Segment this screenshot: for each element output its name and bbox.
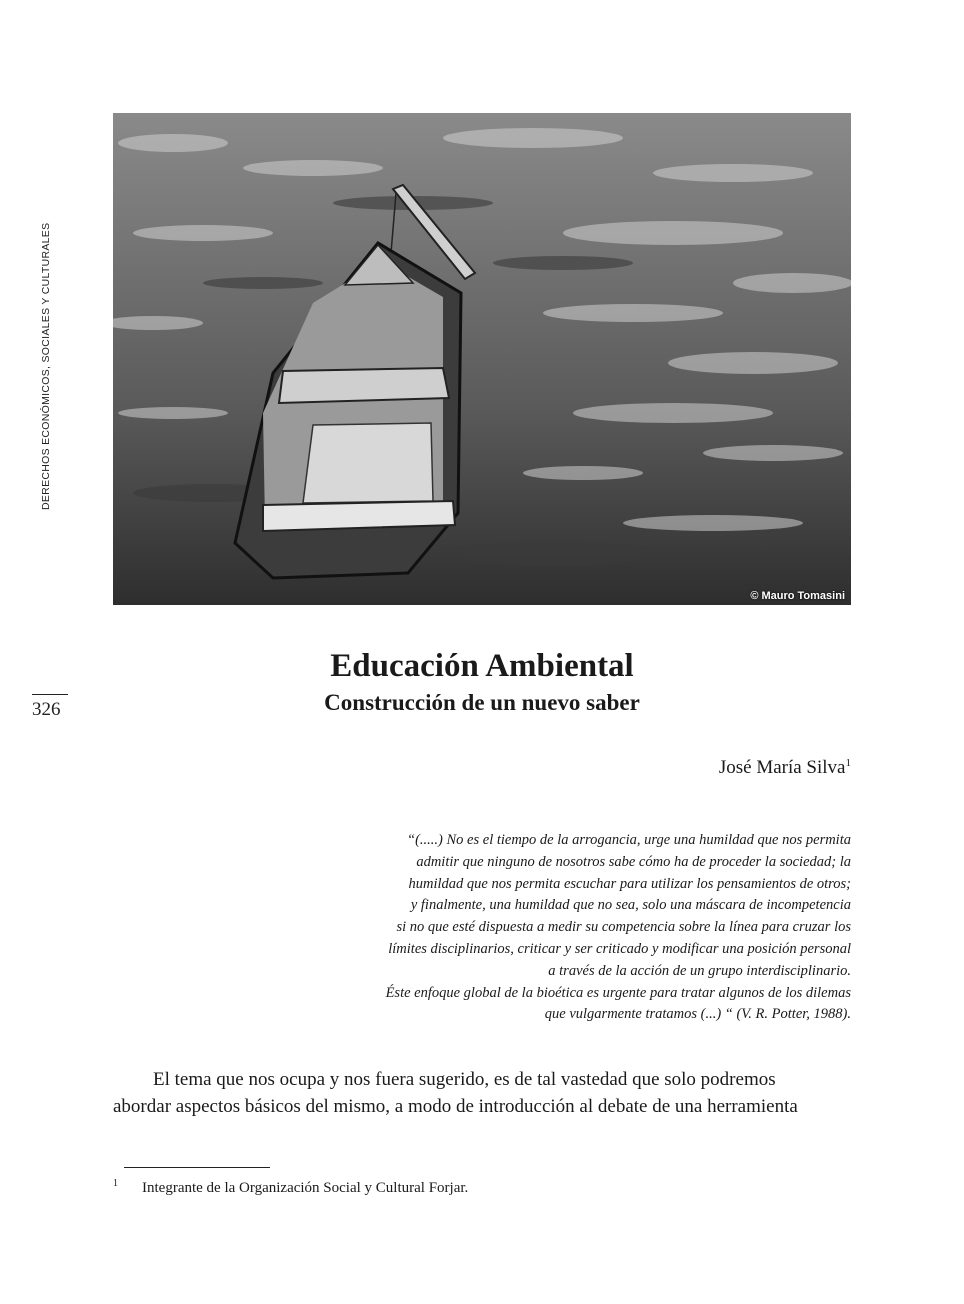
epigraph-line: si no que esté dispuesta a medir su competencia sobre la línea para cruzar los <box>396 919 851 936</box>
page-number-rule <box>32 694 68 695</box>
boat-illustration <box>113 113 851 605</box>
epigraph-line: Éste enfoque global de la bioética es urgente para tratar algunos de los dilemas <box>385 984 851 1001</box>
boat-photo <box>113 113 851 605</box>
author-line <box>719 757 851 779</box>
page-number: 326 <box>32 699 61 720</box>
epigraph-line: límites disciplinarios, criticar y ser criticado y modificar una posición personal <box>388 940 851 957</box>
body-paragraph <box>113 1066 851 1120</box>
footnote-mark: 1 <box>113 1178 118 1189</box>
photo-credit: © Mauro Tomasini <box>750 590 845 602</box>
author-footnote-ref: 1 <box>845 757 851 769</box>
epigraph-line: que vulgarmente tratamos (...) “ (V. R. Potter, 1988). <box>544 1006 851 1023</box>
epigraph <box>331 830 851 1026</box>
epigraph-line: y finalmente, una humildad que no sea, solo una máscara de incompetencia <box>410 897 851 914</box>
epigraph-line: a través de la acción de un grupo interdisciplinario. <box>548 962 851 979</box>
article-subtitle: Construcción de un nuevo saber <box>324 690 640 715</box>
epigraph-line: “(.....) No es el tiempo de la arrogancia, urge una humildad que nos permita <box>407 832 851 848</box>
epigraph-line: humildad que nos permita escuchar para utilizar los pensamientos de otros; <box>408 875 851 892</box>
section-label: DERECHOS ECONÓMICOS, SOCIALES Y CULTURALES <box>40 222 52 510</box>
author-name: José María Silva <box>718 757 846 778</box>
body-line: El tema que nos ocupa y nos fuera sugerido, es de tal vastedad que solo podremos <box>153 1069 776 1090</box>
footnote-text: Integrante de la Organización Social y Cultural Forjar. <box>142 1180 469 1196</box>
epigraph-line: admitir que ninguno de nosotros sabe cómo ha de proceder la sociedad; la <box>416 853 851 870</box>
footnote-rule <box>124 1167 270 1168</box>
article-title: Educación Ambiental <box>330 648 634 684</box>
body-line: abordar aspectos básicos del mismo, a modo de introducción al debate de una herramienta <box>113 1096 798 1117</box>
